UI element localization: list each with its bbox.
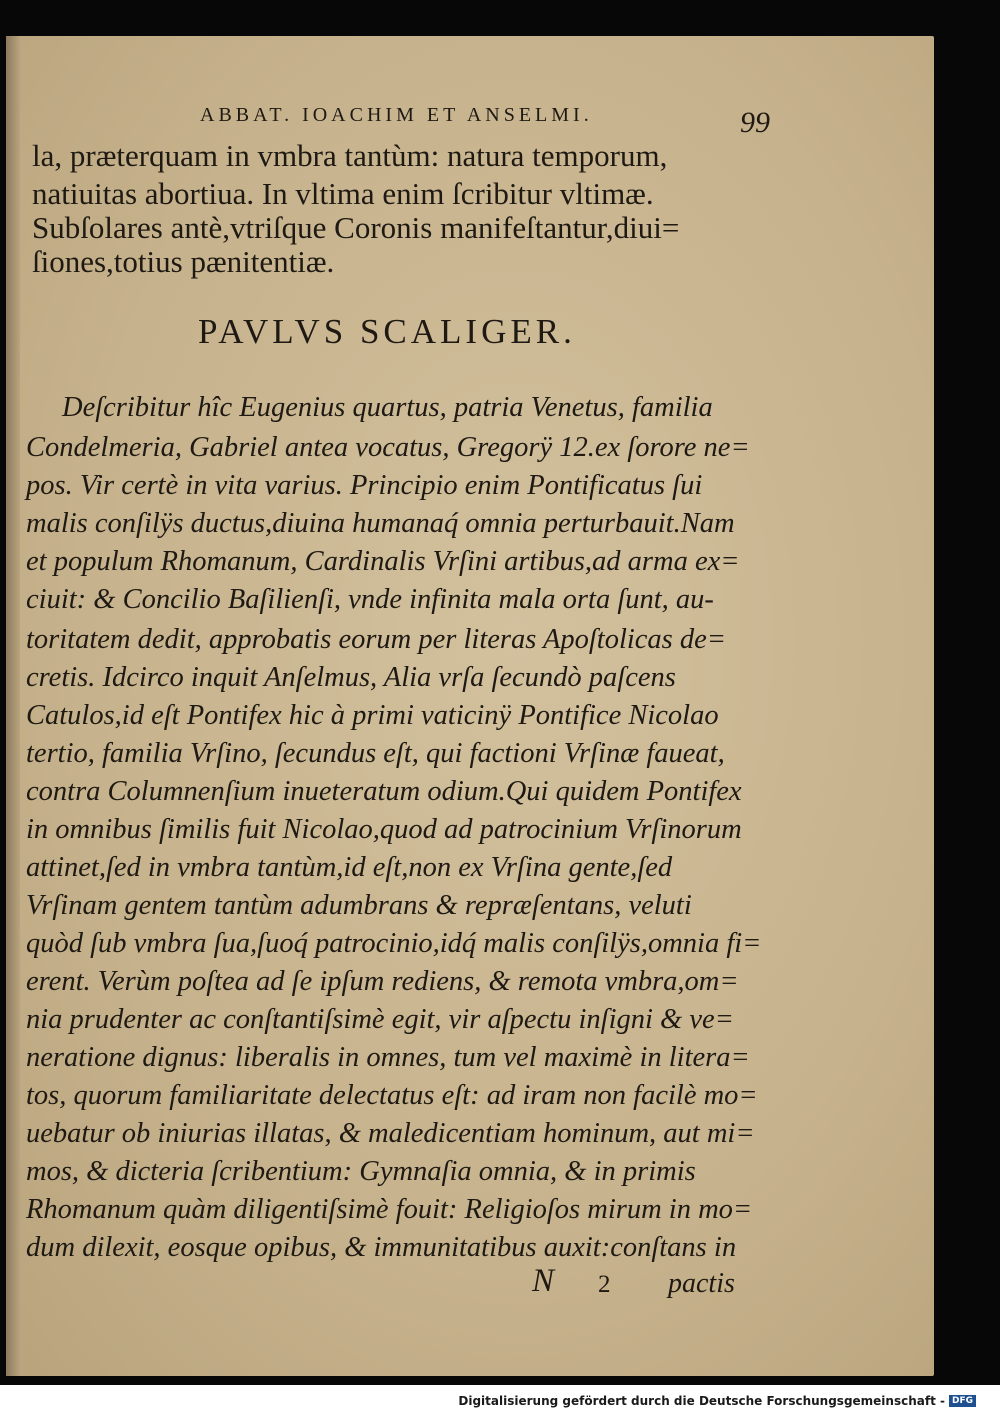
text-line: Deſcribitur hîc Eugenius quartus, patria Venetus, familia: [62, 392, 713, 423]
dfg-logo: DFG: [949, 1395, 976, 1407]
text-line: et populum Rhomanum, Cardinalis Vrſini artibus,ad arma ex=: [26, 546, 740, 577]
text-line: neratione dignus: liberalis in omnes, tum vel maximè in litera=: [26, 1042, 750, 1073]
signature-letter: N: [532, 1263, 555, 1299]
text-line: tos, quorum familiaritate delectatus eſt: ad iram non facilè mo=: [26, 1080, 758, 1111]
text-line: ciuit: & Concilio Baſilienſi, vnde infinita mala orta ſunt, au-: [26, 584, 714, 615]
text-line: erent. Verùm poſtea ad ſe ipſum rediens, & remota vmbra,om=: [26, 966, 739, 997]
text-line: Catulos,id eſt Pontifex hic à primi vaticinÿ Pontifice Nicolao: [26, 700, 719, 731]
text-line: dum dilexit, eosque opibus, & immunitatibus auxit:conſtans in: [26, 1232, 737, 1263]
text-line: malis conſilÿs ductus,diuina humanaq́ omnia perturbauit.Nam: [26, 508, 735, 539]
text-line: attinet,ſed in vmbra tantùm,id eſt,non ex Vrſina gente,ſed: [26, 852, 673, 883]
text-line: uebatur ob iniurias illatas, & maledicentiam hominum, aut mi=: [26, 1118, 755, 1149]
text-line: la, præterquam in vmbra tantùm: natura temporum,: [32, 138, 668, 173]
attribution-text: Digitalisierung gefördert durch die Deutsche Forschungsgemeinschaft -: [458, 1394, 945, 1408]
text-line: nia prudenter ac conſtantiſsimè egit, vir aſpectu inſigni & ve=: [26, 1004, 734, 1035]
funding-attribution: [458, 1394, 976, 1408]
section-title: PAVLVS SCALIGER.: [198, 312, 576, 351]
text-line: in omnibus ſimilis fuit Nicolao,quod ad patrocinium Vrſinorum: [26, 814, 742, 845]
text-line: quòd ſub vmbra ſua,ſuoq́ patrocinio,idq́ malis conſilÿs,omnia fi=: [26, 928, 762, 959]
text-line: Rhomanum quàm diligentiſsimè fouit: Religioſos mirum in mo=: [26, 1194, 753, 1225]
text-line: mos, & dicteria ſcribentium: Gymnaſia omnia, & in primis: [26, 1156, 696, 1187]
text-line: pos. Vir certè in vita varius. Principio enim Pontificatus ſui: [26, 470, 703, 501]
running-title: ABBAT. IOACHIM ET ANSELMI.: [200, 104, 593, 126]
text-line: Subſolares antè,vtriſque Coronis manifeſtantur,diui=: [32, 210, 680, 245]
catchword: pactis: [668, 1268, 735, 1299]
text-line: Condelmeria, Gabriel antea vocatus, Gregorÿ 12.ex ſorore ne=: [26, 432, 750, 463]
text-line: toritatem dedit, approbatis eorum per literas Apoſtolicas de=: [26, 624, 727, 655]
page-number: 99: [740, 106, 770, 139]
text-line: cretis. Idcirco inquit Anſelmus, Alia vrſa ſecundò paſcens: [26, 662, 676, 693]
page-binding-edge: [6, 36, 20, 1376]
text-line: tertio, familia Vrſino, ſecundus eſt, qui factioni Vrſinæ faueat,: [26, 738, 725, 769]
text-line: contra Columnenſium inueteratum odium.Qui quidem Pontifex: [26, 776, 742, 807]
text-line: ſiones,totius pænitentiæ.: [32, 244, 335, 279]
signature-number: 2: [598, 1271, 611, 1298]
text-line: natiuitas abortiua. In vltima enim ſcribitur vltimæ.: [32, 176, 654, 211]
text-line: Vrſinam gentem tantùm adumbrans & repræſentans, veluti: [26, 890, 692, 921]
